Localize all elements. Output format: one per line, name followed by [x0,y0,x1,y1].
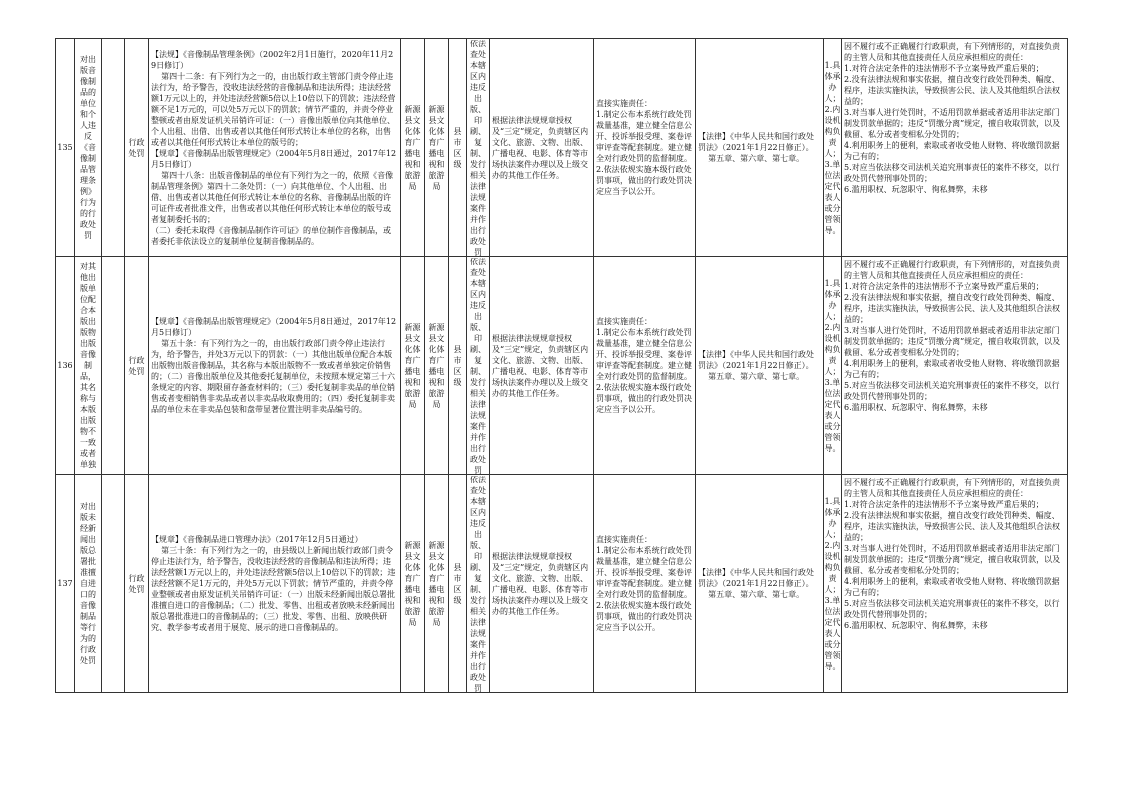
row-number: 136 [57,361,73,370]
legal-basis: 【规章】《音像制品进口管理办法》（2017年12月5日通过） 第三十条：有下列行为之一的，由县级以上新闻出版行政部门责令停止违法行为，给予警告，没收违法经营的音像制品和违法所得；违法经营额1万元以上的，并处违法经营额5倍以上10倍以下的罚款；违法经营额不足1万元的，并处5万元以下罚款；情节严重的，并责令停业整顿或者由原发证机关吊销许可证：（一）出版未经新闻出版总署批准擅自进口的音像制品；（二）批发、零售、出租或者放映未经新闻出版总署批准进口的音像制品的；（三）批发、零售、出租、放映供研究、教学参考或者用于展览、展示的进口音像制品的。 [151,535,396,632]
power-type: 行政处罚 [128,573,145,594]
exercise-level: 县市区级 [453,344,462,387]
power-type: 行政处罚 [128,355,145,376]
responsibility-matters-cell [490,257,594,475]
row-number: 135 [57,143,73,152]
implementation-duty: 直接实施责任： 1.制定公布本系统行政处罚裁量基准，建立健全信息公开、投诉举报受理、案卷评审评查等配套制度。建立健全对行政处罚的监督制度。 2.依法依规实施本级行政处罚事项，做出的行政处罚决定应当予以公开。 [596,99,692,196]
responsible-department: 新源县文化体育广播电视和旅游局 [428,104,445,191]
responsible-department-cell [425,475,449,693]
legal-basis-cell [149,475,401,693]
exercise-level-cell [449,39,467,257]
implementing-subject: 新源县文化体育广播电视和旅游局 [404,322,421,409]
exercise-level-cell [449,257,467,475]
accountable-persons-cell [824,475,842,693]
exercise-content: 依法查处本辖区内违反出版、印刷、复制、发行相关法律法规案件并作出行政处罚 [470,475,486,692]
accountability-situations-cell [842,257,1068,475]
implementing-subject-cell [401,39,425,257]
accountability-basis-cell [696,39,824,257]
accountable-persons: 1.具体承办人； 2.内设机构负责人； 3.单位法定代表人或分管领导。 [824,496,841,671]
sub-item-cell [102,257,125,475]
accountability-basis-cell [696,257,824,475]
power-type-cell [125,257,149,475]
responsibility-matters-cell [490,39,594,257]
responsible-department-cell [425,39,449,257]
accountability-situations-cell [842,475,1068,693]
item-name: 对其他出版单位配合本版出版物出版音像制品，其名称与本版出版物不一致或者单独 [80,262,96,469]
row-number: 137 [57,579,73,588]
power-type: 行政处罚 [128,137,145,158]
exercise-level: 县市区级 [453,126,462,169]
implementing-subject: 新源县文化体育广播电视和旅游局 [404,540,421,627]
exercise-content-cell [467,475,490,693]
accountability-situations: 因不履行或不正确履行行政职责，有下列情形的，对直接负责的主管人员和其他直接责任人员应承担相应的责任： 1.对符合法定条件的违法情形不予立案导致严重后果的； 2.没有法律法规和事实依据，擅自改变行政处罚种类、幅度、程序，违法实施执法，导致损害公民、法人及其他组织合法权益的； 3.对当事人进行处罚时，不适用罚款单据或者适用非法定部门制发罚款单据的；违反“罚缴分离”规定，擅自收取罚款，以及截留、私分或者变相私分处罚的； 4.利用职务上的便利，索取或者收受他人财物、将收缴罚款据为己有的； 5.对应当依法移交司法机关追究刑事责任的案件不移交，以行政处罚代替刑事处罚的； 6.滥用职权、玩忽职守、徇私舞弊，未移 [844,259,1061,412]
power-list-table [55,38,1068,693]
row-number-cell [56,39,75,257]
item-name-cell [75,475,102,693]
table-row [56,257,1068,475]
responsibility-matters-cell [490,475,594,693]
accountability-basis: 【法律】《中华人民共和国行政处罚法》（2021年1月22日修正）。 第五章、第六章、第七章。 [698,350,814,381]
item-name-cell [75,257,102,475]
accountability-basis-cell [696,475,824,693]
responsible-department-cell [425,257,449,475]
item-name-cell [75,39,102,257]
accountable-persons-cell [824,257,842,475]
power-type-cell [125,39,149,257]
exercise-content-cell [467,257,490,475]
exercise-content: 依法查处本辖区内违反出版、印刷、复制、发行相关法律法规案件并作出行政处罚 [470,39,486,256]
implementing-subject-cell [401,257,425,475]
implementation-duty: 直接实施责任： 1.制定公布本系统行政处罚裁量基准，建立健全信息公开、投诉举报受理、案卷评审评查等配套制度。建立健全对行政处罚的监督制度。 2.依法依规实施本级行政处罚事项，做出的行政处罚决定应当予以公开。 [596,317,692,414]
responsibility-matters: 根据法律法规规章授权及“三定”规定，负责辖区内文化、旅游、文物、出版、广播电视、电影、体育等市场执法案件办理以及上级交办的其他工作任务。 [492,333,589,398]
accountable-persons: 1.具体承办人； 2.内设机构负责人； 3.单位法定代表人或分管领导。 [824,278,841,453]
accountability-situations-cell [842,39,1068,257]
accountable-persons: 1.具体承办人； 2.内设机构负责人； 3.单位法定代表人或分管领导。 [824,60,841,235]
responsibility-matters: 根据法律法规规章授权及“三定”规定，负责辖区内文化、旅游、文物、出版、广播电视、电影、体育等市场执法案件办理以及上级交办的其他工作任务。 [492,551,589,616]
sub-item-cell [102,475,125,693]
implementation-duty: 直接实施责任： 1.制定公布本系统行政处罚裁量基准，建立健全信息公开、投诉举报受理、案卷评审评查等配套制度。建立健全对行政处罚的监督制度。 2.依法依规实施本级行政处罚事项，做出的行政处罚决定应当予以公开。 [596,535,692,632]
accountability-basis: 【法律】《中华人民共和国行政处罚法》（2021年1月22日修正）。 第五章、第六章、第七章。 [698,568,814,599]
accountability-situations: 因不履行或不正确履行行政职责，有下列情形的，对直接负责的主管人员和其他直接责任人员应承担相应的责任： 1.对符合法定条件的违法情形不予立案导致严重后果的； 2.没有法律法规和事实依据，擅自改变行政处罚种类、幅度、程序，违法实施执法，导致损害公民、法人及其他组织合法权益的； 3.对当事人进行处罚时，不适用罚款单据或者适用非法定部门制发罚款单据的；违反“罚缴分离”规定，擅自收取罚款，以及截留、私分或者变相私分处罚的； 4.利用职务上的便利，索取或者收受他人财物、将收缴罚款据为己有的； 5.对应当依法移交司法机关追究刑事责任的案件不移交，以行政处罚代替刑事处罚的； 6.滥用职权、玩忽职守、徇私舞弊，未移 [844,41,1061,194]
accountable-persons-cell [824,39,842,257]
responsibility-matters: 根据法律法规规章授权及“三定”规定，负责辖区内文化、旅游、文物、出版、广播电视、电影、体育等市场执法案件办理以及上级交办的其他工作任务。 [492,115,589,180]
power-type-cell [125,475,149,693]
implementing-subject: 新源县文化体育广播电视和旅游局 [404,104,421,191]
row-number-cell [56,475,75,693]
row-number-cell [56,257,75,475]
duty-cell [594,39,696,257]
duty-cell [594,257,696,475]
accountability-basis: 【法律】《中华人民共和国行政处罚法》（2021年1月22日修正）。 第五章、第六章、第七章。 [698,132,814,163]
legal-basis: 【规章】《音像制品出版管理规定》（2004年5月8日通过，2017年12月5日修订） 第五十条：有下列行为之一的，由出版行政部门责令停止违法行为，给予警告，并处3万元以下的罚款：（一）其他出版单位配合本版出版物出版音像制品，其名称与本版出版物不一致或者单独定价销售的；（二）音像出版单位及其他委托复制单位，未按照本规定第三十六条规定的内容、期限留存备查材料的；（三）委托复制非卖品的单位销售或者变相销售非卖品或者以非卖品收取费用的；（四）委托复制非卖品的单位未在非卖品包装和盘带显著位置注明非卖品编号的。 [151,317,397,414]
implementing-subject-cell [401,475,425,693]
exercise-level-cell [449,475,467,693]
legal-basis-cell [149,39,401,257]
item-name: 对出版未经新闻出版总署批准擅自进口的音像制品等行为的行政处罚 [80,502,96,665]
responsible-department: 新源县文化体育广播电视和旅游局 [428,540,445,627]
exercise-content-cell [467,39,490,257]
legal-basis: 【法规】《音像制品管理条例》（2002年2月1日施行，2020年11月29日修订） 第四十二条：有下列行为之一的，由出版行政主管部门责令停止违法行为，给予警告，没收违法经营的音像制品和违法所得；违法经营额1万元以上的，并处违法经营额5倍以上10倍以下的罚款；违法经营额不足1万元的，可以处5万元以下的罚款；情节严重的，并责令停业整顿或者由原发证机关吊销许可证：（一）音像出版单位向其他单位、个人出租、出借、出售或者以其他任何形式转让本单位的名称，出售或者以其他任何形式转让本单位的版号的； 【规章】《音像制品出版管理规定》（2004年5月8日通过，2017年12月5日修订） 第四十八条：出版音像制品的单位有下列行为之一的，依照《音像制品管理条例》第四十二条处罚：（一）向其他单位、个人出租、出借、出售或者以其他任何形式转让本单位的名称、音像制品出版的许可证件或者批准文件，出售或者以其他任何形式转让本单位的版号或者复制委托书的； （二）委托未取得《音像制品制作许可证》的单位制作音像制品，或者委托非依法设立的复制单位复制音像制品的。 [151,49,397,246]
exercise-level: 县市区级 [453,562,462,605]
exercise-content: 依法查处本辖区内违反出版、印刷、复制、发行相关法律法规案件并作出行政处罚 [470,257,486,474]
item-name: 对出版音像制品的单位和个人违反《音像制品管理条例》行为的行政处罚 [80,55,96,240]
sub-item-cell [102,39,125,257]
table-row [56,39,1068,257]
table-row [56,475,1068,693]
responsible-department: 新源县文化体育广播电视和旅游局 [428,322,445,409]
legal-basis-cell [149,257,401,475]
duty-cell [594,475,696,693]
accountability-situations: 因不履行或不正确履行行政职责，有下列情形的，对直接负责的主管人员和其他直接责任人员应承担相应的责任： 1.对符合法定条件的违法情形不予立案导致严重后果的； 2.没有法律法规和事实依据，擅自改变行政处罚种类、幅度、程序，违法实施执法，导致损害公民、法人及其他组织合法权益的； 3.对当事人进行处罚时，不适用罚款单据或者适用非法定部门制发罚款单据的；违反“罚缴分离”规定，擅自收取罚款，以及截留、私分或者变相私分处罚的； 4.利用职务上的便利，索取或者收受他人财物、将收缴罚款据为己有的； 5.对应当依法移交司法机关追究刑事责任的案件不移交，以行政处罚代替刑事处罚的； 6.滥用职权、玩忽职守、徇私舞弊，未移 [844,477,1061,630]
